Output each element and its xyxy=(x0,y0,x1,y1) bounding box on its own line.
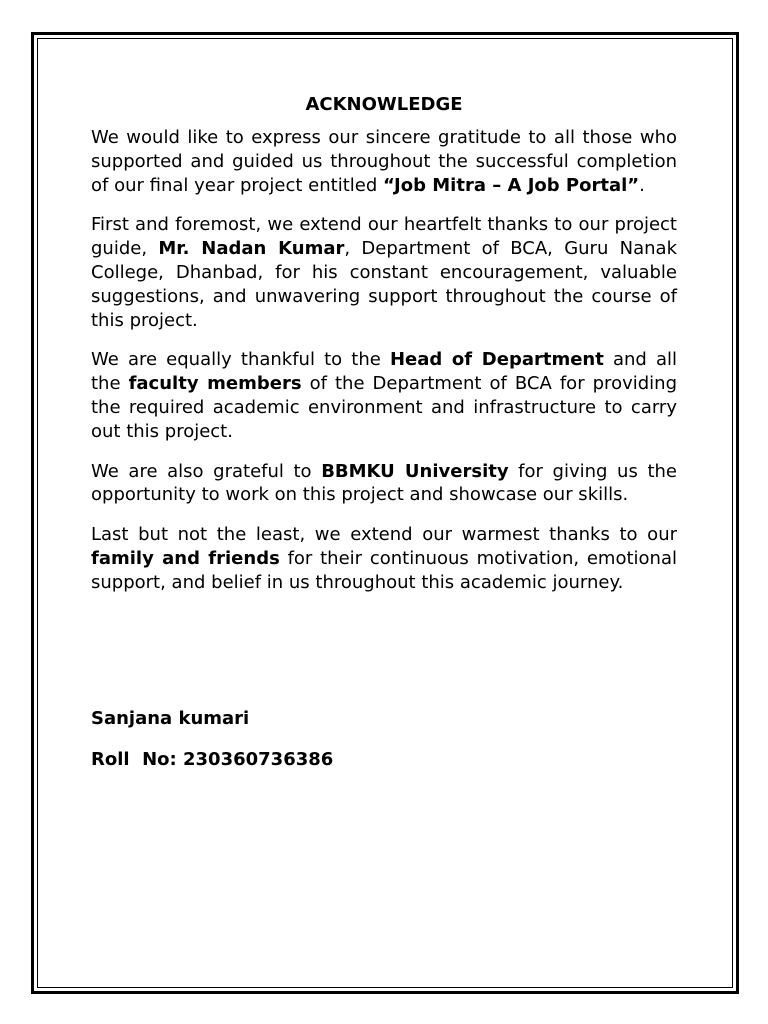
paragraph-text: First and foremost, we extend our heartfelt thanks to our project guide, xyxy=(91,214,677,260)
paragraph-family xyxy=(91,523,677,594)
head-of-department: Head of Department xyxy=(389,349,604,371)
paragraph-department xyxy=(91,348,677,443)
paragraph-text: , Department of BCA, Guru Nanak College, Dhanbad, for his constant encouragement, valuable suggestions, and unwavering support throughout the course of this project. xyxy=(91,238,678,331)
paragraph-text: Last but not the least, we extend our warmest thanks to our xyxy=(91,524,677,546)
signature-roll-number: Roll No: 230360736386 xyxy=(91,748,334,770)
paragraph-gratitude xyxy=(91,126,677,197)
signature-name: Sanjana kumari xyxy=(91,707,250,729)
paragraph-text: We are equally thankful to the xyxy=(91,349,390,371)
paragraph-text: for their continuous motivation, emotional support, and belief in us throughout this academic journey. xyxy=(91,547,677,593)
faculty-members: faculty members xyxy=(128,373,302,395)
paragraph-text: and all the xyxy=(91,349,677,395)
paragraph-guide xyxy=(91,213,677,332)
paragraph-text: of the Department of BCA for providing the required academic environment and infrastructure to carry out this project. xyxy=(91,373,677,442)
document-title: ACKNOWLEDGE xyxy=(305,94,463,115)
paragraph-text: We would like to express our sincere gratitude to all those who supported and guided us throughout the successful completion of our final year project entitled xyxy=(91,127,677,196)
guide-name: Mr. Nadan Kumar xyxy=(158,238,345,260)
paragraph-text: for giving us the opportunity to work on this project and showcase our skills. xyxy=(91,460,677,506)
university-name: BBMKU University xyxy=(321,460,509,482)
paragraph-text: . xyxy=(639,174,645,196)
paragraph-university xyxy=(91,460,677,508)
project-title: “Job Mitra – A Job Portal” xyxy=(383,174,640,196)
document-body xyxy=(91,92,677,772)
family-and-friends: family and friends xyxy=(91,547,280,569)
paragraph-text: We are also grateful to xyxy=(91,460,322,482)
